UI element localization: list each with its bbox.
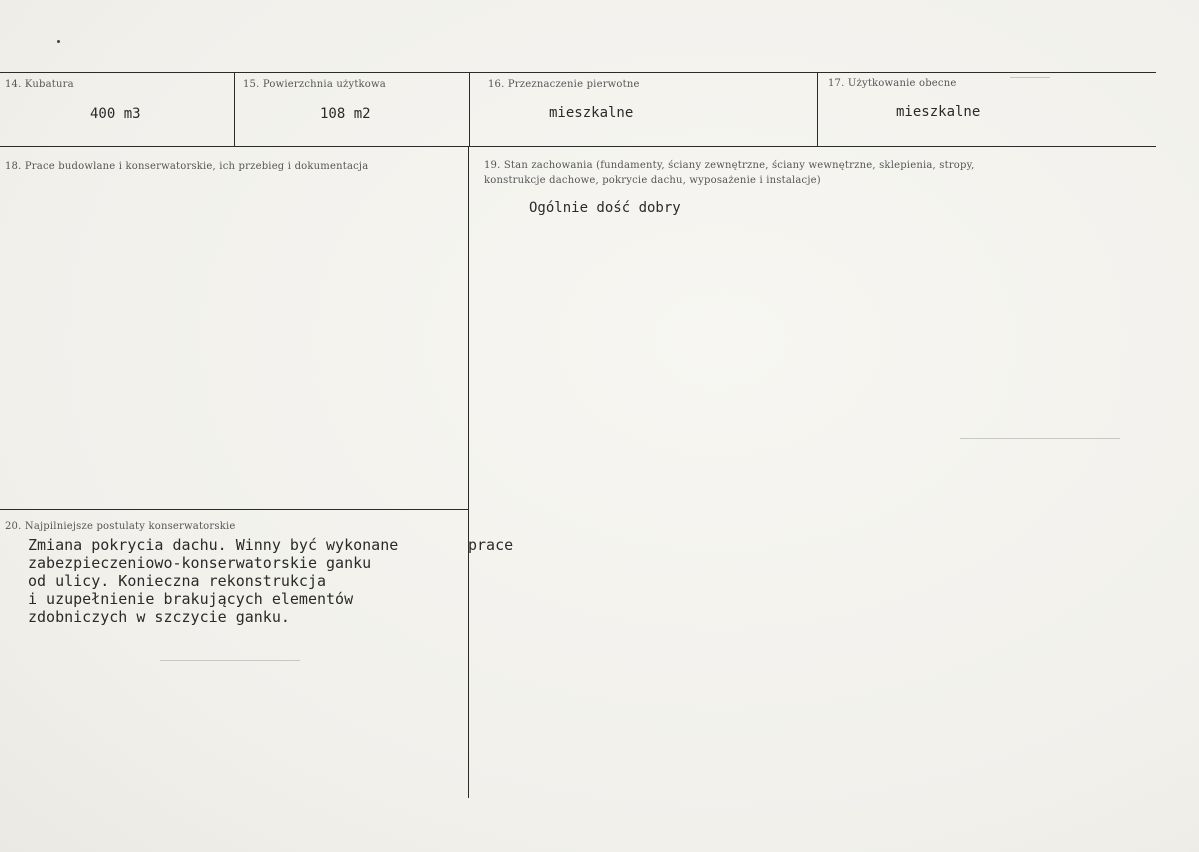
field-20-overflow-word: prace	[468, 536, 514, 554]
field-17-value: mieszkalne	[896, 104, 981, 120]
field-16-value: mieszkalne	[549, 105, 634, 121]
col-divider-16-17	[817, 72, 818, 146]
field-14-value: 400 m3	[90, 106, 141, 122]
top-border-line	[0, 72, 1156, 73]
faint-mark	[1010, 77, 1050, 78]
field-20-line-1: Zmiana pokrycia dachu. Winny być wykonane	[28, 536, 399, 554]
faint-mark	[160, 660, 300, 661]
row-divider-line	[0, 146, 1156, 147]
field-19-label-line2: konstrukcje dachowe, pokrycie dachu, wyposażenie i instalacje)	[484, 175, 821, 186]
field-19-label-line1: 19. Stan zachowania (fundamenty, ściany zewnętrzne, ściany wewnętrzne, sklepienia, stropy,	[484, 160, 975, 171]
field-20-label: 20. Najpilniejsze postulaty konserwatorskie	[5, 521, 236, 532]
field-20-line-2: zabezpieczeniowo-konserwatorskie ganku	[28, 554, 372, 572]
field-17-label: 17. Użytkowanie obecne	[828, 78, 957, 89]
field-20-line-5: zdobniczych w szczycie ganku.	[28, 608, 290, 626]
ink-speck	[57, 40, 60, 43]
main-vertical-divider	[468, 146, 469, 798]
field-15-value: 108 m2	[320, 106, 371, 122]
field-16-label: 16. Przeznaczenie pierwotne	[488, 79, 640, 90]
col-divider-14-15	[234, 72, 235, 146]
field-14-label: 14. Kubatura	[5, 79, 74, 90]
field-15-label: 15. Powierzchnia użytkowa	[243, 79, 386, 90]
col-divider-15-16	[469, 72, 470, 146]
field-18-label: 18. Prace budowlane i konserwatorskie, ich przebieg i dokumentacja	[5, 161, 369, 172]
section-20-divider	[0, 509, 468, 510]
field-20-line-4: i uzupełnienie brakujących elementów	[28, 590, 354, 608]
field-19-value: Ogólnie dość dobry	[529, 200, 681, 216]
faint-mark	[960, 438, 1120, 439]
field-20-line-3: od ulicy. Konieczna rekonstrukcja	[28, 572, 327, 590]
